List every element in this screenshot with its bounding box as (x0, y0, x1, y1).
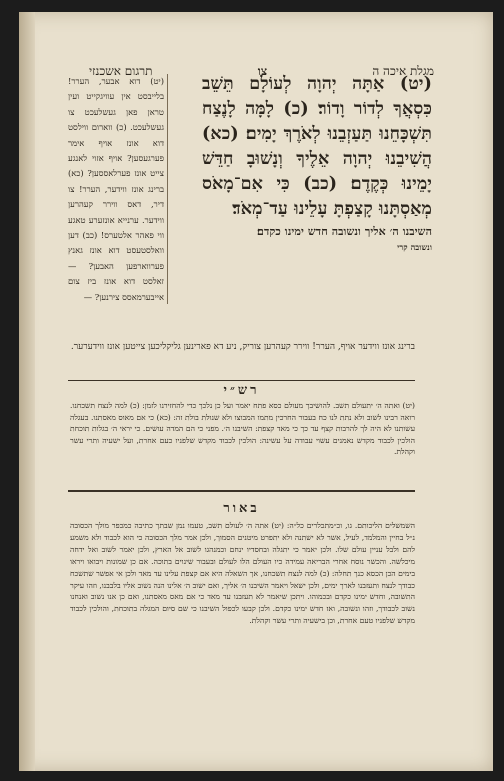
biur-commentary: השמשלים הליכותם. גו, וכ״מתכלרים כל״ה: (יט) אתה ה׳ לעולם תשב, טעמו נמן שבתך כתיבה כמכפר מולך הכסובה נ״ל בחיין והמלמד, לעיל, אשר לא ישתנה ולא יתפרט מיטנים הסמוך, ולכן אמר מלך הכסובה כי הוא לכבוד ולא משמע להם ולבל עניין עולם שלו. ולכן יאמר כי יתגלה ובחסדיו ינחם וכמנהגו לשוב אל הארץ, ולכן יאמר לשוב ואל ידחה מיכלשה. והכשר נוסח אחרי הבריאה עמידה כיו העולם הלו לעולם ובעבור שינוים בתוכה. אם כן שמונות ויבואו ויראו בימים הכן הכסא כנך תחלה: (כ) למה לנצח תשכחנו, אך השאלה היא אם קצפת עלינו עד מאד ולכן אי אפשר שתשכח כבודך לנצח ותעזבנו לארך ימים, ולכן ישאל ויאמר השיבנו ה׳ אליך, ואם ישוב ה׳ אלינו הנה נשוב אליו בלבבנו, וזהו עיקר התשובה, וחדש ימינו כקדם ובכמוהו. ויתכן שיאמר לא תעזבנו עד מאד כי אם מאס מאסתנו, ואם כן אנו נשוב ואנחנו נשוב לכבודך, וזהו ונשובה, ואז חדש ימינו כקדם. ולכן קבעו לכפול השיבנו כי שם סיום המגלה בתוכחת, והולכין לכבוד מקדש שלפניו טעם אחרת, וכן בישעיה ותרי עשר וקהלת. (70, 521, 415, 626)
translation-title-header: תרגום אשכנזי (89, 63, 153, 78)
divider-biur-top (68, 490, 415, 492)
qere-note: ונשובה קרי (397, 242, 432, 252)
divider-rashi-top (68, 380, 415, 381)
verse-text: (יט) אַתָּה יְהוָה לְעוֹלָם תֵּשֵׁב כִּסְאֲךָ לְדוֹר וָדוֹר׃ (כ) לָמָּה לָנֶצַח תִּשְׁכָּחֵנוּ תַּעַזְבֵנוּ לְאֹרֶךְ יָמִים׃ (כא) הֲשִׁיבֵנוּ יְהוָה אֵלֶיךָ וְנָשׁוּבָ חַדֵּשׁ יָמֵינוּ כְּקֶדֶם׃ (כב) כִּי אִם־מָאֹס מְאַסְתָּנוּ קָצַפְתָּ עָלֵינוּ עַד־מְאֹד׃ (202, 74, 432, 219)
column-divider (167, 74, 168, 304)
translation-footer: ברינג אונז ווידער אויף, הערר! ווירר קעהרען צוריק, ניע דא פארינען גליקליכען צייטען אונז ווידערער. (70, 342, 415, 352)
rashi-title: רש״י (223, 383, 260, 398)
book-title-header: מגלת איכה ה (372, 63, 434, 78)
translation-column (68, 74, 164, 304)
biur-title: באור (223, 501, 260, 516)
page-number: צו (257, 63, 268, 78)
hebrew-main-text (202, 72, 432, 340)
translation-text: (יט) דוא אבער, הערר! בלייבסט אין עוויגקייט ועין טראן פאן געשלעכט צו געשלעכט. (כ) ווארום ווילסט דוא אונז אויף אימר פערגעסען? אויף אזוי לאנגע צייט אונז פערלאססען? (כא) ברינג אונז ווידער, הערר! צו דיר, דאס ווירר קעהרען ווידער. ערנייא אונזערע טאגע ווי פאהר אלטערס! (כב) דען וואלסטעסט דוא אונז גאנץ פערווארפען האבען? — זאלסט דוא אונז ביז צום אייבערמאסס צירנען? — (68, 76, 164, 302)
page-gutter (19, 12, 35, 771)
rashi-commentary: (יט) ואתה ה׳ יתעולם תשב. להושיבך מעולם כסא פתח יאמר ועל כן נלכך כדי להחזירנו לזמן: (כ) למה לנצח תשכחנו. רואה רבינו לשוב ולא נתת לנו כח בעבור החרכין מתמו המבוצו ולא שנולת בולת זה: (כא) כי אם מאוס מאסתנו. בעגלה עשותנו לא היה לך להרבות קצף עד כך כי מאד קצפת: השיבנו ה׳. מפני כי הם המדה עושים. כי יראי ה׳ בגלות תוכחת הולכין לכבוד מקדש נאמנים עשוי עבודה על עשינה: הולכין לכבוד מקדש שלפניו כעם אחרת, ועל ישעיה ותרי עשר וקהלת. (70, 401, 415, 457)
repeat-verse-line: השיבנו ה׳ אליך ונשובה חדש ימינו כקדם׃ (256, 225, 432, 238)
